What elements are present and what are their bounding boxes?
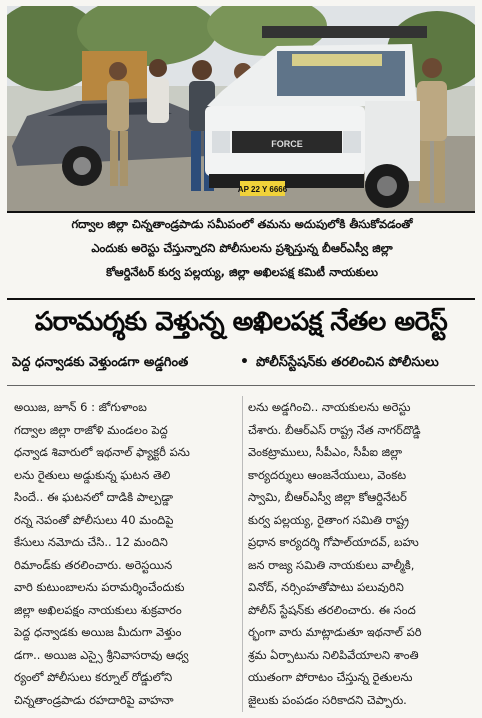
body-line: చిన్నతాండ్రపాడు రహదారిపై వాహనా xyxy=(14,692,174,707)
subhead-left: పెద్ద ధన్వాడకు వెళ్తుండగా అడ్డగింత xyxy=(12,355,189,370)
caption-line: ఎందుకు అరెస్టు చేస్తున్నారని పోలీసులను ప్రశ్నిస్తున్న బీఆర్ఎస్వీ జిల్లా xyxy=(91,241,393,255)
body-line: జన రాజ్య సమితి నాయకులు వాల్మీకి, xyxy=(248,557,415,572)
body-line: కార్యదర్శులు ఆంజనేయులు, వెంకట xyxy=(248,467,407,482)
photo-caption xyxy=(12,212,472,284)
caption-line: కోఆర్డినేటర్ కుర్వ పల్లయ్య, జిల్లా అఖిలపక్ష కమిటీ నాయకులు xyxy=(106,265,378,279)
column-divider xyxy=(242,396,243,712)
body-line: ధన్వాడ శివారులో ఇథనాల్ ఫ్యాక్టరీ పను xyxy=(14,445,190,459)
license-plate: AP 22 Y 6666 xyxy=(237,185,288,194)
divider-sub xyxy=(7,385,475,386)
body-line: రిమాండ్‌కు తరలించారు. అరెస్టయిన xyxy=(14,557,173,572)
news-photo xyxy=(7,6,475,213)
body-line: లను అడ్డగించి.. నాయకులను అరెస్టు xyxy=(248,400,411,414)
body-line: రన్న నెపంతో పోలీసులు 40 మందిపై xyxy=(14,512,174,527)
body-line: గద్వాల జిల్లా రాజోళి మండలం పెద్ద xyxy=(14,422,168,437)
body-line: వెంకట్రాములు, సీపీఎం, సీపీఐ జిల్లా xyxy=(248,445,403,459)
body-line: కేసులు నమోదు చేసి.. 12 మందిని xyxy=(14,535,168,549)
subhead-bullet: • xyxy=(240,354,249,370)
caption-line: గద్వాల జిల్లా చిన్నతాండ్రపాడు సమీపంలో తమను అదుపులోకి తీసుకోవడంతో xyxy=(71,217,413,231)
body-line: శ్రమ ఏర్పాటును నిలిపివేయాలని శాంతి xyxy=(248,647,419,662)
body-line: పోలీస్ స్టేషన్‌కు తరలించారు. ఈ సంద xyxy=(248,602,416,617)
jeep-brand-badge: FORCE xyxy=(271,139,303,149)
body-line: జిల్లా అఖిలపక్షం నాయకులు శుక్రవారం xyxy=(14,602,182,617)
body-line: ప్రధాన కార్యదర్శి గోపాల్‌యాదవ్, బహు xyxy=(248,535,419,549)
subheads xyxy=(12,355,472,379)
subhead-right: పోలీస్‌స్టేషన్‌కు తరలించిన పోలీసులు xyxy=(256,355,439,370)
article-column-left xyxy=(14,396,240,711)
body-line: పెద్ద ధన్వాడకు అయిజ మీదుగా వెళ్తుం xyxy=(14,625,182,639)
body-line: అయిజ, జూన్ 6 : జోగుళాంబ xyxy=(14,400,147,414)
body-line: స్వామి, బీఆర్ఎస్వీ జిల్లా కోఆర్డినేటర్ xyxy=(248,490,407,504)
body-line: ర్భంగా వారు మాట్లాడుతూ ఇథనాల్ పరి xyxy=(248,625,422,639)
headline: పరామర్శకు వెళ్తున్న అఖిలపక్ష నేతల అరెస్ట్ xyxy=(34,307,448,337)
body-line: జైలుకు పంపడం సరికాదని చెప్పారు. xyxy=(248,692,407,707)
body-line: సిందే.. ఈ ఘటనలో దాడికి పాల్పడ్డా xyxy=(14,490,173,504)
body-line: వారి కుటుంబాలను పరామర్శించేందుకు xyxy=(14,580,185,594)
body-line: ర్యంలో పోలీసులు కర్నూల్ రోడ్డులోని xyxy=(14,670,173,684)
body-line: చేశారు. బీఆర్ఎస్ రాష్ట్ర నేత నాగర్‌దొడ్డి xyxy=(248,422,421,437)
body-line: కుర్వ పల్లయ్య, రైతాంగ సమితి రాష్ట్ర xyxy=(248,512,409,527)
body-line: డగా.. అయిజ ఎస్సై శ్రీనివాసరావు ఆధ్వ xyxy=(14,647,189,662)
body-line: వినోద్, నర్సింహతోపాటు పలువురిని xyxy=(248,580,404,594)
body-line: లను రైతులు అడ్డుకున్న ఘటన తెలి xyxy=(14,467,171,482)
article-column-right xyxy=(248,396,474,711)
body-line: యుతంగా పోరాటం చేస్తున్న రైతులను xyxy=(248,670,413,684)
